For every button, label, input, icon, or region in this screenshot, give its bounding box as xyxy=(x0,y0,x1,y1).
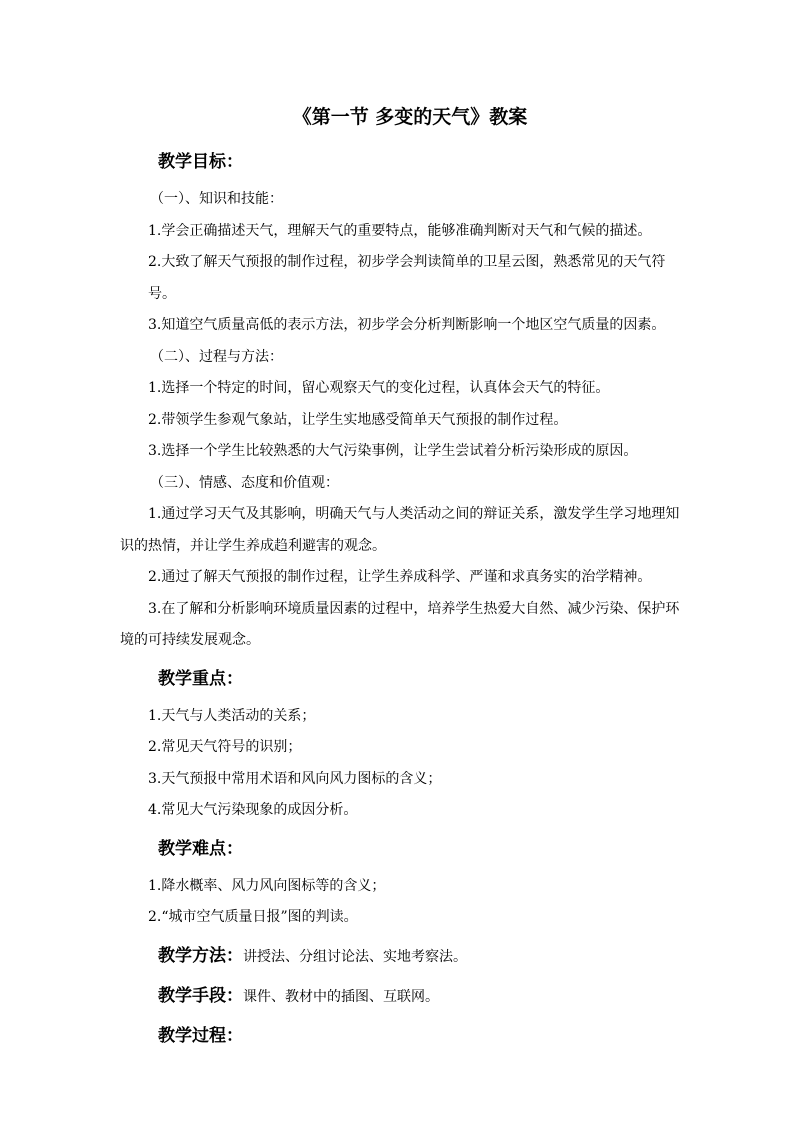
list-item: 3.天气预报中常用术语和风向风力图标的含义； xyxy=(148,770,442,787)
section-heading-key-points: 教学重点： xyxy=(158,668,243,689)
list-item: 1.降水概率、风力风向图标等的含义； xyxy=(148,877,386,894)
section-heading-means: 教学手段： xyxy=(158,985,243,1006)
list-item: 2.大致了解天气预报的制作过程，初步学会判读简单的卫星云图，熟悉常见的天气符号。 xyxy=(148,254,666,302)
list-item: 2.“城市空气质量日报”图的判读。 xyxy=(148,909,358,925)
section-methods xyxy=(120,938,680,974)
list-item: 2.通过了解天气预报的制作过程，让学生养成科学、严谨和求真务实的治学精神。 xyxy=(148,569,652,585)
section-heading-difficulties: 教学难点： xyxy=(158,838,243,859)
list-item: 3.知道空气质量高低的表示方法，初步学会分析判断影响一个地区空气质量的因素。 xyxy=(148,317,666,333)
methods-text: 讲授法、分组讨论法、实地考察法。 xyxy=(243,948,467,965)
list-item: 2.常见天气符号的识别； xyxy=(148,739,302,755)
list-item: 1.选择一个特定的时间，留心观察天气的变化过程，认真体会天气的特征。 xyxy=(148,380,610,396)
subheading-values: （三）、情感、态度和价值观： xyxy=(150,474,339,491)
list-item: 3.在了解和分析影响环境质量因素的过程中，培养学生热爱大自然、减少污染、保护环境的可持续发展观念。 xyxy=(120,600,680,648)
list-item: 1.天气与人类活动的关系； xyxy=(148,707,316,724)
section-heading-methods: 教学方法： xyxy=(158,945,243,966)
list-item: 4.常见大气污染现象的成因分析。 xyxy=(148,802,358,818)
list-item: 2.带领学生参观气象站，让学生实地感受简单天气预报的制作过程。 xyxy=(148,411,568,428)
subheading-process: （二）、过程与方法： xyxy=(150,348,283,365)
section-heading-process: 教学过程： xyxy=(158,1025,243,1046)
list-item: 1.通过学习天气及其影响，明确天气与人类活动之间的辩证关系，激发学生学习地理知识的热情，并让学生养成趋利避害的观念。 xyxy=(120,506,680,554)
document-page xyxy=(120,100,680,1054)
list-item: 3.选择一个学生比较熟悉的大气污染事例，让学生尝试着分析污染形成的原因。 xyxy=(148,443,638,459)
means-text: 课件、教材中的插图、互联网。 xyxy=(243,988,439,1005)
document-title: 《第一节 多变的天气》教案 xyxy=(292,106,528,128)
section-means xyxy=(120,978,680,1014)
list-item: 1.学会正确描述天气，理解天气的重要特点，能够准确判断对天气和气候的描述。 xyxy=(148,222,652,239)
section-heading-goals: 教学目标： xyxy=(158,152,243,172)
subheading-knowledge: （一）、知识和技能： xyxy=(150,191,283,207)
